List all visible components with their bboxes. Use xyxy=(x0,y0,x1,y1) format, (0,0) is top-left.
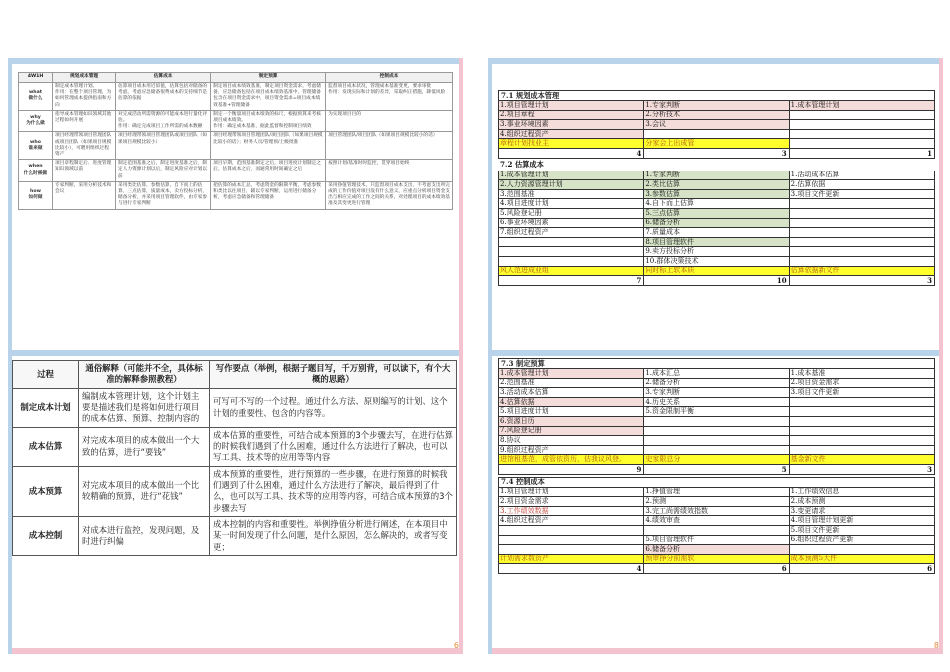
grid-row xyxy=(498,379,935,389)
grid-cell xyxy=(790,247,935,257)
table-row xyxy=(13,466,457,516)
grid-cell: 1.成本基准 xyxy=(790,369,935,379)
slide-plan-and-estimate xyxy=(488,58,943,362)
grid-cell: 3.专家判断 xyxy=(644,388,789,398)
grid-cell xyxy=(644,436,789,446)
grid-row xyxy=(498,455,935,465)
grid-cell: 7.风险登记册 xyxy=(498,427,644,437)
table-cell: 项目章程制定后、进度管理知识领域以前 xyxy=(53,160,116,182)
grid-cell: 4.估算依据 xyxy=(498,398,644,408)
item-count: 5 xyxy=(644,465,789,475)
table-cell: 项目早期，范围基准制定之后，项目进度计划制定之后，估算成本之后，而通常用时间确定之后 xyxy=(211,160,326,182)
grid-cell: 3.事业环境因素 xyxy=(498,120,644,130)
grid-row xyxy=(498,139,935,149)
grid-cell xyxy=(790,398,935,408)
column-header: 估算成本 xyxy=(116,73,211,83)
plan-cost-rows xyxy=(498,101,935,159)
grid-cell xyxy=(790,219,935,229)
grid-cell: 3.变更请求 xyxy=(790,507,935,517)
grid-row xyxy=(498,536,935,546)
grid-cell: 8.协议 xyxy=(498,436,644,446)
grid-cell: 3.项目文件更新 xyxy=(790,388,935,398)
grid-cell xyxy=(498,247,644,257)
grid-row xyxy=(498,398,935,408)
grid-cell xyxy=(790,228,935,238)
table-cell: 制定范围基准之后，制定进度基准之后，制定人力资源计划以后，制定风险应对计划以前 xyxy=(116,160,211,182)
table-cell: 制定项目成本绩效基准，制定项目资金需求，考虑储备，应急储备包括在项目成本绩效基准中，管理储备包含在项目资金需求中，项目资金需求=项目成本绩效基准+管理储备 xyxy=(211,83,326,111)
grid-cell: 2.项目资金需求 xyxy=(790,379,935,389)
table-row xyxy=(13,427,457,466)
grid-cell: 1.项目管理计划 xyxy=(498,488,644,498)
grid-row xyxy=(498,247,935,257)
grid-cell xyxy=(498,526,644,536)
top-border-blue xyxy=(8,58,463,64)
grid-cell xyxy=(644,446,789,456)
bottom-border-pink xyxy=(488,648,943,654)
table-cell: 采用类比估算，参数估算，自下而上的估算，三点估算，质量成本，卖方投标分析，储备分析，并采用项目管理软件，由专家参与进行专家判断 xyxy=(116,181,211,209)
grid-cell: 4.组织过程资产 xyxy=(498,130,644,140)
grid-row xyxy=(498,267,935,277)
column-header: 制定预算 xyxy=(211,73,326,83)
left-border xyxy=(8,58,12,362)
grid-row xyxy=(498,497,935,507)
grid-cell: 2.分析技术 xyxy=(644,111,789,121)
grid-cell: 基金新文件 xyxy=(790,455,935,465)
left-border xyxy=(488,58,492,362)
top-border-blue xyxy=(488,58,943,64)
grid-cell: 1.工作绩效信息 xyxy=(790,488,935,498)
left-border xyxy=(488,350,492,654)
grid-cell xyxy=(790,111,935,121)
grid-cell: 6.储备分析 xyxy=(644,219,789,229)
bottom-border-pink xyxy=(8,648,463,654)
count-row xyxy=(498,276,935,286)
grid-cell: 2.预测 xyxy=(644,497,789,507)
column-header: 过程 xyxy=(13,361,79,389)
grid-row xyxy=(498,257,935,267)
grid-row xyxy=(498,545,935,555)
table-cell: 监督项目成本状况，管理成本基准变更，要求审批 作用：发现实际和计划的差异，采取纠正措施，降低风险 xyxy=(326,83,453,111)
table-row xyxy=(19,132,453,160)
grid-cell xyxy=(644,526,789,536)
grid-row xyxy=(498,171,935,181)
grid-cell: 7.质量成本 xyxy=(644,228,789,238)
grid-cell xyxy=(790,427,935,437)
right-border xyxy=(459,350,463,654)
item-count: 6 xyxy=(790,564,935,574)
table-cell: 项目经理带领项目管理团队/项目团队（如果项目规模比较小的话）；财务人员/管理预/上级批准 xyxy=(211,132,326,160)
item-count: 1 xyxy=(790,149,935,159)
grid-row xyxy=(498,516,935,526)
grid-cell: 5.项目进度计划 xyxy=(498,407,644,417)
grid-row xyxy=(498,190,935,200)
table-row xyxy=(13,517,457,556)
grid-cell: 2.人力资源管理计划 xyxy=(498,180,644,190)
right-border xyxy=(939,58,943,362)
grid-cell: 4.历史关系 xyxy=(644,398,789,408)
grid-cell: 1.成本管理计划 xyxy=(498,369,644,379)
grid-row xyxy=(498,111,935,121)
grid-cell: 4.组织过程资产 xyxy=(498,516,644,526)
grid-cell xyxy=(790,130,935,140)
grid-row xyxy=(498,526,935,536)
grid-cell: 4.项目进度计划 xyxy=(498,199,644,209)
count-row xyxy=(498,564,935,574)
grid-cell: 5.项目管理软件 xyxy=(644,536,789,546)
item-count: 3 xyxy=(644,149,789,159)
grid-cell: 5.项目文件更新 xyxy=(790,526,935,536)
section-title: 7.3 制定预算 xyxy=(498,358,935,369)
writing-points: 可写可不写的一个过程。通过什么方法、原则编写的计划、这个计划的重要性、包含的内容等。 xyxy=(210,388,457,427)
grid-cell: 2.估算依据 xyxy=(790,180,935,190)
writing-guide-table xyxy=(12,360,457,556)
row-header: what 做什么 xyxy=(19,83,53,111)
grid-row xyxy=(498,369,935,379)
grid-row xyxy=(498,407,935,417)
top-border-blue xyxy=(488,350,943,356)
grid-cell: 章程计划找业主 xyxy=(498,139,644,149)
grid-row xyxy=(498,180,935,190)
grid-cell: 2.范围基准 xyxy=(498,379,644,389)
grid-cell xyxy=(790,139,935,149)
grid-cell xyxy=(790,407,935,417)
grid-cell: 进馆租基范，成管依资历，估我议风登。 xyxy=(498,455,644,465)
grid-cell: 5.资金限制平衡 xyxy=(644,407,789,417)
table-cell: 估算项目成本用近似值，估算包括对储备的考虑，考虑应急储备很费成本的支持细节是估算的依据 xyxy=(116,83,211,111)
grid-row xyxy=(498,417,935,427)
grid-cell: 成本预测5大件 xyxy=(790,555,935,565)
column-header: 写作要点（举例，根据子题目写，千万别背，可以读下，有个大概的思路） xyxy=(210,361,457,389)
table-cell: 为实现项目目的 xyxy=(326,110,453,132)
grid-cell: 预审挣分前需软 xyxy=(644,555,789,565)
table-cell: 指导成本管理如识领域其他过程如何开展 xyxy=(53,110,116,132)
item-count: 9 xyxy=(498,465,644,475)
item-count: 4 xyxy=(498,149,644,159)
row-header: why 为什么做 xyxy=(19,110,53,132)
grid-cell: 4.项目管理计划更新 xyxy=(790,516,935,526)
grid-cell: 2.成本预测 xyxy=(790,497,935,507)
grid-cell: 3.范围基准 xyxy=(498,190,644,200)
grid-cell: 1.成本管理计划 xyxy=(790,101,935,111)
grid-cell: 5.三点估算 xyxy=(644,209,789,219)
table-cell: 项目经理带领项目管理团队或项目团队（如果项目规模比较小） xyxy=(116,132,211,160)
plain-explanation: 对完成本项目的成本做出一个大致的估算，进行“要钱” xyxy=(79,427,210,466)
grid-row xyxy=(498,130,935,140)
item-count: 10 xyxy=(644,276,789,286)
table-cell: 项目经理带领项目管理团队或项目团队（如果项目规模比较小），可聘用组织过程资产 xyxy=(53,132,116,160)
row-header: when 什么时候做 xyxy=(19,160,53,182)
grid-cell xyxy=(498,536,644,546)
grid-row xyxy=(498,427,935,437)
plain-explanation: 对成本进行监控，发现问题，及时进行纠偏 xyxy=(79,517,210,556)
grid-cell: 估算依据新文件 xyxy=(790,267,935,277)
right-border xyxy=(939,350,943,654)
grid-cell: 同时标上软本质 xyxy=(644,267,789,277)
grid-cell: 1.专家判断 xyxy=(644,101,789,111)
grid-cell xyxy=(790,436,935,446)
column-header: 通俗解释（可能并不全，具体标准的解释参照教程） xyxy=(79,361,210,389)
grid-cell xyxy=(790,209,935,219)
process-grid-budget-control xyxy=(498,358,935,574)
estimate-cost-rows xyxy=(498,171,935,286)
grid-cell: 8.项目管理软件 xyxy=(644,238,789,248)
grid-cell: 2.项目章程 xyxy=(498,111,644,121)
grid-cell: 分家会上出成管 xyxy=(644,139,789,149)
budget-rows xyxy=(498,369,935,475)
plain-explanation: 编制成本管理计划，这个计划主要是描述我们是将如何进行项目的成本估算、预算、控制内容的 xyxy=(79,388,210,427)
table-row xyxy=(19,110,453,132)
grid-row xyxy=(498,120,935,130)
grid-cell: 2.项目资金需求 xyxy=(498,497,644,507)
table-row xyxy=(19,83,453,111)
process-name: 制定成本计划 xyxy=(13,388,79,427)
item-count: 3 xyxy=(790,465,935,475)
section-title: 7.1 规划成本管理 xyxy=(498,90,935,101)
grid-cell: 6.组织过程资产更新 xyxy=(790,536,935,546)
grid-cell xyxy=(644,427,789,437)
grid-cell: 6.资源日历 xyxy=(498,417,644,427)
grid-cell: 1.项目管理计划 xyxy=(498,101,644,111)
grid-cell: 1.挣值管理 xyxy=(644,488,789,498)
grid-cell: 1.活动成本估算 xyxy=(790,171,935,181)
table-cell: 把估算的成本汇总，考虑资金的限制平衡，考虑参数和类比以往项目，辅以专家判断，运用进行储备分析，考虑应急储备和管理储备 xyxy=(211,181,326,209)
column-header: 控制成本 xyxy=(326,73,453,83)
grid-cell: 4.自下而上估算 xyxy=(644,199,789,209)
item-count: 3 xyxy=(790,276,935,286)
grid-row xyxy=(498,436,935,446)
slide-writing-guide xyxy=(8,350,463,654)
grid-cell: 1.成本汇总 xyxy=(644,369,789,379)
grid-cell xyxy=(498,545,644,555)
page-number: 6 xyxy=(453,641,459,650)
row-header: who 谁来做 xyxy=(19,132,53,160)
grid-row xyxy=(498,555,935,565)
grid-cell xyxy=(790,120,935,130)
table-cell: 按照计划/基准时时监控，贯穿项目始终 xyxy=(326,160,453,182)
grid-row xyxy=(498,228,935,238)
row-header: how 如何做 xyxy=(19,181,53,209)
grid-cell: 6.储备分析 xyxy=(644,545,789,555)
grid-cell xyxy=(790,257,935,267)
slide-budget-and-control xyxy=(488,350,943,654)
grid-cell: 6.事业环境因素 xyxy=(498,219,644,229)
grid-cell: 3.工作绩效数据 xyxy=(498,507,644,517)
grid-cell: 3.项目文件更新 xyxy=(790,190,935,200)
table-row xyxy=(13,388,457,427)
table-header-row xyxy=(13,361,457,389)
grid-cell xyxy=(790,545,935,555)
grid-cell xyxy=(790,199,935,209)
grid-cell: 10.群体决策技术 xyxy=(644,257,789,267)
table-cell: 制定一个衡量项目成本绩效的标尺，根据预算来考核项目成本绩效。 作用：确定成本基准，据此监督和控制项目绩效 xyxy=(211,110,326,132)
grid-cell: 计划需求数资产 xyxy=(498,555,644,565)
grid-row xyxy=(498,238,935,248)
grid-row xyxy=(498,446,935,456)
process-grid-plan-estimate xyxy=(498,90,935,286)
writing-points: 成本预算的重要性，进行预算的一些步骤，在进行预算的时候我们遇到了什么困难，通过什么方法进行了解决，最后得到了什么，也可以写工具、技术等的应用等内容，可结合成本预算的3个步骤去写 xyxy=(210,466,457,516)
table-cell: 项目管理团队/项目团队（如果项目规模比较小的话） xyxy=(326,132,453,160)
grid-cell: 9.组织过程资产 xyxy=(498,446,644,456)
cost-4w1h-table xyxy=(18,72,453,210)
writing-points: 成本控制的内容和重要性。举例挣值分析进行阐述，在本项目中某一时间发现了什么问题，是什么原因，怎么解决的，或者写变更； xyxy=(210,517,457,556)
table-row xyxy=(19,160,453,182)
process-name: 成本控制 xyxy=(13,517,79,556)
section-title: 7.4 控制成本 xyxy=(498,477,935,488)
control-cost-rows xyxy=(498,488,935,574)
grid-cell: 2.类比估算 xyxy=(644,180,789,190)
grid-row xyxy=(498,507,935,517)
grid-row xyxy=(498,388,935,398)
grid-cell: 史家限总分 xyxy=(644,455,789,465)
grid-row xyxy=(498,209,935,219)
grid-cell: 5.风险登记册 xyxy=(498,209,644,219)
grid-cell xyxy=(790,238,935,248)
grid-cell: 风人范进成业组 xyxy=(498,267,644,277)
grid-cell: 3.会议 xyxy=(644,120,789,130)
table-cell: 采用挣值管理技术，只监督项目成本支出，不考虑支出所完成的工作价值对项目没有什么意义，应重点分析项目资金支出与相应完成的工作之间的关系，对处理项目的成本绩效基准及其变更进行管理 xyxy=(326,181,453,209)
section-title: 7.2 估算成本 xyxy=(500,159,544,169)
grid-row xyxy=(498,219,935,229)
grid-cell: 7.组织过程资产 xyxy=(498,228,644,238)
grid-cell: 3.参数估算 xyxy=(644,190,789,200)
grid-cell: 3.完工尚需绩效指数 xyxy=(644,507,789,517)
table-header-row xyxy=(19,73,453,83)
grid-cell: 2.储备分析 xyxy=(644,379,789,389)
grid-cell: 4.绩效审查 xyxy=(644,516,789,526)
grid-cell xyxy=(790,417,935,427)
grid-row xyxy=(498,199,935,209)
item-count: 4 xyxy=(498,564,644,574)
process-name: 成本估算 xyxy=(13,427,79,466)
table-cell: 专家判断，采用分析技术和会议 xyxy=(53,181,116,209)
item-count: 7 xyxy=(498,276,644,286)
grid-cell: 1.专家判断 xyxy=(644,171,789,181)
column-header: 4W1H xyxy=(19,73,53,83)
grid-cell: 1.成本管理计划 xyxy=(498,171,644,181)
count-row xyxy=(498,465,935,475)
column-header: 规划成本管理 xyxy=(53,73,116,83)
grid-cell xyxy=(644,417,789,427)
grid-cell xyxy=(790,446,935,456)
right-border xyxy=(459,58,463,362)
table-cell: 对完成活动所需资源的可能成本进行量化评估。 作用：确定完成项目工作所需的成本数额 xyxy=(116,110,211,132)
grid-row xyxy=(498,488,935,498)
grid-cell: 9.卖方投标分析 xyxy=(644,247,789,257)
count-row xyxy=(498,149,935,159)
writing-points: 成本估算的重要性，可结合成本预算的3个步骤去写，在进行估算的时候我们遇到了什么困难，通过什么方法进行了解决，也可以写工具、技术等的应用等等内容 xyxy=(210,427,457,466)
grid-row xyxy=(498,101,935,111)
grid-cell: 3.活动成本估算 xyxy=(498,388,644,398)
process-name: 成本预算 xyxy=(13,466,79,516)
slide-cost-overview-table xyxy=(8,58,463,362)
table-cell: 制定成本管理计划。 作用：在整个项目管理，为如何管理成本提供指南和方向 xyxy=(53,83,116,111)
grid-cell xyxy=(498,257,644,267)
page-number: 8 xyxy=(933,641,939,650)
grid-cell xyxy=(644,130,789,140)
top-border-blue xyxy=(8,350,463,356)
item-count: 6 xyxy=(644,564,789,574)
table-row xyxy=(19,181,453,209)
grid-cell xyxy=(498,238,644,248)
plain-explanation: 对完成本项目的成本做出一个比较精确的预算，进行“花钱” xyxy=(79,466,210,516)
